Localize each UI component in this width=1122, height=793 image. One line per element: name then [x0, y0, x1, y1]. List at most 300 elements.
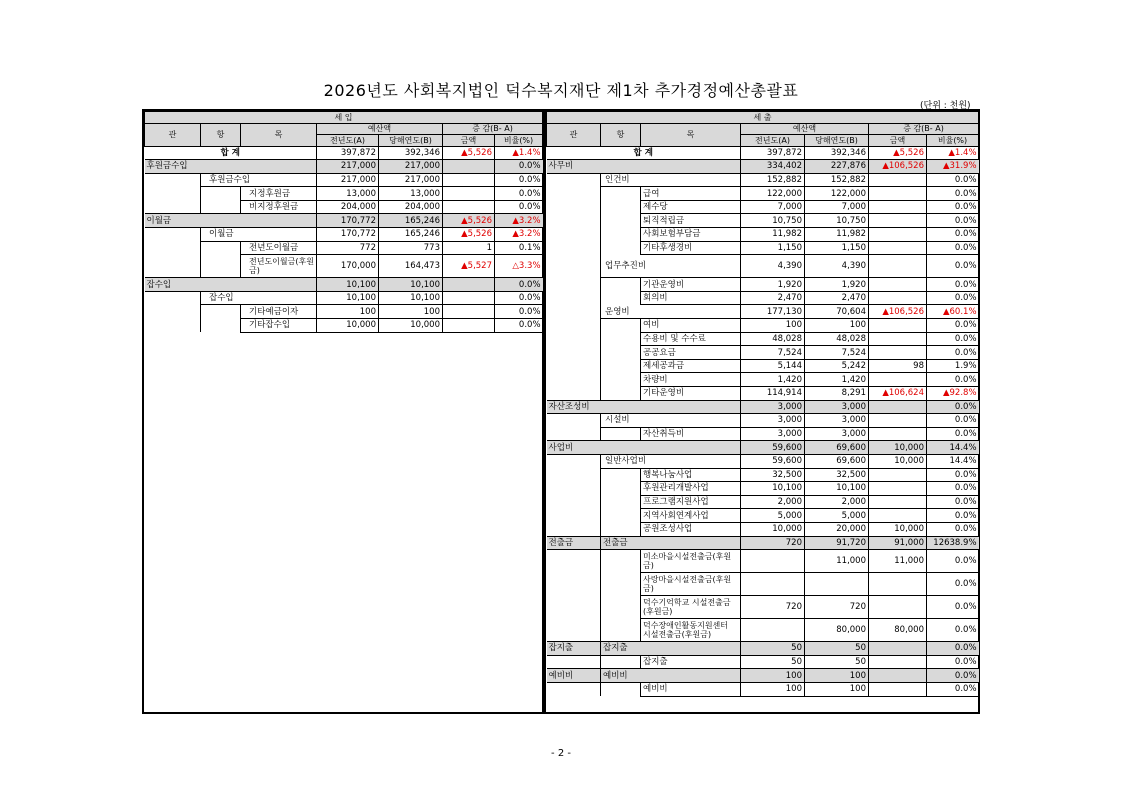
table-row — [547, 482, 979, 496]
mok-label: 기관운영비 — [641, 278, 741, 292]
indent-cell — [601, 373, 641, 387]
mok-label: 수용비 및 수수료 — [641, 332, 741, 346]
change-ratio: 0.0% — [927, 346, 979, 360]
mok-label: 급여 — [641, 187, 741, 201]
curr-value: 69,600 — [805, 441, 869, 455]
prev-value: 3,000 — [741, 414, 805, 428]
prev-value: 334,402 — [741, 160, 805, 174]
hang-label: 시설비 — [601, 414, 741, 428]
change-amount — [869, 346, 927, 360]
table-row — [145, 228, 543, 242]
prev-value: 10,100 — [317, 278, 379, 292]
table-row — [145, 255, 543, 278]
curr-value: 392,346 — [805, 146, 869, 160]
curr-value: 10,100 — [379, 291, 443, 305]
curr-value: 1,150 — [805, 241, 869, 255]
prev-value: 2,470 — [741, 291, 805, 305]
table-row — [547, 255, 979, 278]
indent-cell — [547, 319, 601, 333]
change-ratio: 0.0% — [927, 573, 979, 596]
change-amount: 91,000 — [869, 536, 927, 550]
mok-label: 제수당 — [641, 200, 741, 214]
curr-value: 50 — [805, 655, 869, 669]
table-row — [145, 305, 543, 319]
prev-value: 204,000 — [317, 200, 379, 214]
mok-label: 회의비 — [641, 291, 741, 305]
mok-label: 잡지출 — [641, 655, 741, 669]
mok-label: 공원조성사업 — [641, 522, 741, 536]
curr-value: 3,000 — [805, 427, 869, 441]
curr-value: 204,000 — [379, 200, 443, 214]
column-header-amount: 금액 — [869, 135, 927, 147]
hang-label: 운영비 — [601, 305, 741, 319]
column-header-curr: 당해연도(B) — [805, 135, 869, 147]
change-amount — [869, 482, 927, 496]
table-row — [547, 291, 979, 305]
curr-value: 392,346 — [379, 146, 443, 160]
change-amount — [869, 655, 927, 669]
indent-cell — [601, 682, 641, 696]
prev-value: 100 — [741, 669, 805, 683]
indent-cell — [601, 332, 641, 346]
change-ratio: 0.0% — [927, 228, 979, 242]
change-ratio: 0.0% — [927, 509, 979, 523]
change-ratio: 0.0% — [495, 305, 543, 319]
change-amount: 80,000 — [869, 619, 927, 642]
prev-value: 2,000 — [741, 495, 805, 509]
prev-value: 11,982 — [741, 228, 805, 242]
change-ratio: ▲1.4% — [927, 146, 979, 160]
table-row — [547, 682, 979, 696]
mok-label: 사랑마을시설전출금(후원금) — [641, 573, 741, 596]
table-row — [145, 200, 543, 214]
indent-cell — [547, 228, 601, 242]
hang-label: 잡지출 — [601, 642, 741, 656]
indent-cell — [145, 173, 201, 187]
column-header-mok: 목 — [241, 123, 317, 146]
prev-value: 4,390 — [741, 255, 805, 278]
indent-cell — [547, 359, 601, 373]
indent-cell — [601, 619, 641, 642]
prev-value: 50 — [741, 655, 805, 669]
mok-label: 기타운영비 — [641, 387, 741, 401]
gwan-label: 이월금 — [145, 214, 317, 228]
indent-cell — [547, 291, 601, 305]
change-amount: ▲106,526 — [869, 305, 927, 319]
change-ratio: 0.0% — [927, 200, 979, 214]
curr-value: 13,000 — [379, 187, 443, 201]
table-row — [145, 187, 543, 201]
curr-value: 8,291 — [805, 387, 869, 401]
section-header: 세 입 — [145, 112, 543, 124]
mok-label: 프로그램지원사업 — [641, 495, 741, 509]
gwan-label: 잡수입 — [145, 278, 317, 292]
mok-label: 덕수장애인활동지원센터 시설전출금(후원금) — [641, 619, 741, 642]
table-row — [145, 173, 543, 187]
change-ratio: 0.0% — [927, 255, 979, 278]
table-row — [547, 373, 979, 387]
curr-value: 11,000 — [805, 550, 869, 573]
curr-value: 5,242 — [805, 359, 869, 373]
indent-cell — [601, 200, 641, 214]
prev-value: 170,000 — [317, 255, 379, 278]
change-amount: 1 — [443, 241, 495, 255]
indent-cell — [601, 655, 641, 669]
prev-value: 217,000 — [317, 160, 379, 174]
gwan-label: 전출금 — [547, 536, 601, 550]
change-amount: 98 — [869, 359, 927, 373]
change-amount — [869, 642, 927, 656]
indent-cell — [547, 214, 601, 228]
change-amount — [869, 414, 927, 428]
table-row — [547, 160, 979, 174]
mok-label: 전년도이월금 — [241, 241, 317, 255]
table-row — [547, 573, 979, 596]
prev-value: 59,600 — [741, 454, 805, 468]
change-amount — [869, 509, 927, 523]
curr-value: 5,000 — [805, 509, 869, 523]
change-amount — [443, 291, 495, 305]
right-budget-table — [546, 111, 979, 697]
change-amount — [869, 187, 927, 201]
change-ratio: 0.0% — [927, 278, 979, 292]
mok-label: 기타잡수입 — [241, 319, 317, 333]
prev-value: 3,000 — [741, 400, 805, 414]
change-ratio: 0.0% — [927, 482, 979, 496]
change-amount: ▲5,526 — [869, 146, 927, 160]
indent-cell — [547, 187, 601, 201]
prev-value: 720 — [741, 536, 805, 550]
change-ratio: ▲31.9% — [927, 160, 979, 174]
mok-label: 사회보험부담금 — [641, 228, 741, 242]
change-ratio: 0.0% — [927, 241, 979, 255]
curr-value: 20,000 — [805, 522, 869, 536]
indent-cell — [145, 200, 201, 214]
prev-value: 10,100 — [741, 482, 805, 496]
indent-cell — [145, 187, 201, 201]
curr-value: 10,100 — [805, 482, 869, 496]
indent-cell — [145, 241, 201, 255]
change-amount: ▲106,526 — [869, 160, 927, 174]
prev-value: 13,000 — [317, 187, 379, 201]
change-ratio: 0.0% — [495, 291, 543, 305]
prev-value: 122,000 — [741, 187, 805, 201]
hang-label: 전출금 — [601, 536, 741, 550]
change-ratio: ▲60.1% — [927, 305, 979, 319]
curr-value: 2,000 — [805, 495, 869, 509]
total-label: 합 계 — [145, 146, 317, 160]
change-ratio: 0.0% — [927, 373, 979, 387]
curr-value — [805, 573, 869, 596]
column-header-change: 증 감(B- A) — [443, 123, 543, 135]
prev-value: 59,600 — [741, 441, 805, 455]
change-amount — [443, 173, 495, 187]
indent-cell — [201, 241, 241, 255]
prev-value: 397,872 — [317, 146, 379, 160]
indent-cell — [145, 291, 201, 305]
indent-cell — [601, 319, 641, 333]
table-row — [547, 200, 979, 214]
change-ratio: ▲92.8% — [927, 387, 979, 401]
table-row — [145, 291, 543, 305]
change-amount — [443, 160, 495, 174]
indent-cell — [601, 482, 641, 496]
indent-cell — [601, 241, 641, 255]
curr-value: 217,000 — [379, 173, 443, 187]
table-row — [547, 241, 979, 255]
change-amount — [869, 319, 927, 333]
indent-cell — [201, 305, 241, 319]
prev-value: 772 — [317, 241, 379, 255]
indent-cell — [547, 278, 601, 292]
indent-cell — [601, 596, 641, 619]
column-header-prev: 전년도(A) — [317, 135, 379, 147]
table-row — [547, 414, 979, 428]
indent-cell — [547, 468, 601, 482]
hang-label: 후원금수입 — [201, 173, 317, 187]
prev-value: 170,772 — [317, 214, 379, 228]
prev-value: 48,028 — [741, 332, 805, 346]
change-amount — [869, 573, 927, 596]
mok-label: 덕수기억학교 시설전출금(후원금) — [641, 596, 741, 619]
change-ratio: 0.0% — [927, 173, 979, 187]
table-row — [547, 173, 979, 187]
indent-cell — [547, 596, 601, 619]
table-row — [547, 441, 979, 455]
indent-cell — [601, 187, 641, 201]
curr-value: 10,000 — [379, 319, 443, 333]
curr-value: 7,524 — [805, 346, 869, 360]
prev-value: 32,500 — [741, 468, 805, 482]
table-row — [145, 146, 543, 160]
change-amount — [869, 228, 927, 242]
indent-cell — [145, 255, 201, 278]
indent-cell — [547, 619, 601, 642]
change-ratio: 0.0% — [927, 468, 979, 482]
curr-value: 100 — [805, 319, 869, 333]
indent-cell — [601, 573, 641, 596]
prev-value: 50 — [741, 642, 805, 656]
curr-value: 80,000 — [805, 619, 869, 642]
indent-cell — [547, 682, 601, 696]
table-row — [547, 669, 979, 683]
prev-value: 7,524 — [741, 346, 805, 360]
indent-cell — [601, 468, 641, 482]
change-amount — [869, 255, 927, 278]
table-row — [547, 596, 979, 619]
mok-label: 예비비 — [641, 682, 741, 696]
curr-value: 1,920 — [805, 278, 869, 292]
prev-value: 100 — [741, 682, 805, 696]
table-row — [547, 346, 979, 360]
table-row — [547, 387, 979, 401]
document-title: 2026년도 사회복지법인 덕수복지재단 제1차 추가경정예산총괄표 — [323, 81, 799, 100]
column-header-curr: 당해연도(B) — [379, 135, 443, 147]
indent-cell — [547, 332, 601, 346]
change-ratio: 0.0% — [495, 200, 543, 214]
prev-value: 170,772 — [317, 228, 379, 242]
table-row — [145, 278, 543, 292]
change-amount — [443, 319, 495, 333]
curr-value: 227,876 — [805, 160, 869, 174]
column-header-budget: 예산액 — [317, 123, 443, 135]
change-ratio: 0.1% — [495, 241, 543, 255]
prev-value: 1,420 — [741, 373, 805, 387]
table-row — [145, 319, 543, 333]
table-row — [547, 305, 979, 319]
change-ratio: 0.0% — [927, 669, 979, 683]
change-amount: 10,000 — [869, 522, 927, 536]
change-amount: ▲5,526 — [443, 214, 495, 228]
change-ratio: ▲3.2% — [495, 228, 543, 242]
change-ratio: 0.0% — [927, 319, 979, 333]
mok-label: 전년도이월금(후원금) — [241, 255, 317, 278]
change-amount: ▲5,526 — [443, 228, 495, 242]
prev-value — [741, 573, 805, 596]
change-amount: 10,000 — [869, 454, 927, 468]
change-amount — [869, 669, 927, 683]
indent-cell — [547, 414, 601, 428]
change-amount — [443, 305, 495, 319]
change-amount: ▲5,526 — [443, 146, 495, 160]
change-ratio: 14.4% — [927, 441, 979, 455]
expenditure-table — [544, 109, 980, 714]
change-amount — [443, 187, 495, 201]
table-row — [547, 278, 979, 292]
indent-cell — [547, 255, 601, 278]
mok-label: 비지정후원금 — [241, 200, 317, 214]
mok-label: 공공요금 — [641, 346, 741, 360]
change-amount — [869, 278, 927, 292]
table-row — [547, 332, 979, 346]
indent-cell — [601, 495, 641, 509]
mok-label: 행복나눔사업 — [641, 468, 741, 482]
indent-cell — [547, 305, 601, 319]
change-ratio: 0.0% — [927, 332, 979, 346]
prev-value: 10,100 — [317, 291, 379, 305]
prev-value: 10,750 — [741, 214, 805, 228]
prev-value: 114,914 — [741, 387, 805, 401]
indent-cell — [547, 573, 601, 596]
indent-cell — [601, 291, 641, 305]
hang-label: 예비비 — [601, 669, 741, 683]
indent-cell — [547, 200, 601, 214]
curr-value: 165,246 — [379, 214, 443, 228]
table-row — [547, 655, 979, 669]
mok-label: 후원관리개발사업 — [641, 482, 741, 496]
column-header-hang: 항 — [601, 123, 641, 146]
column-header-mok: 목 — [641, 123, 741, 146]
hang-label: 잡수입 — [201, 291, 317, 305]
table-row — [547, 536, 979, 550]
curr-value: 164,473 — [379, 255, 443, 278]
curr-value: 100 — [805, 669, 869, 683]
change-ratio: ▲1.4% — [495, 146, 543, 160]
column-header-budget: 예산액 — [741, 123, 869, 135]
curr-value: 70,604 — [805, 305, 869, 319]
table-row — [547, 619, 979, 642]
prev-value — [741, 550, 805, 573]
curr-value: 1,420 — [805, 373, 869, 387]
change-amount — [869, 596, 927, 619]
change-amount — [869, 214, 927, 228]
indent-cell — [547, 427, 601, 441]
change-amount: 10,000 — [869, 441, 927, 455]
prev-value: 100 — [317, 305, 379, 319]
curr-value: 10,750 — [805, 214, 869, 228]
change-ratio: 0.0% — [927, 619, 979, 642]
indent-cell — [547, 509, 601, 523]
indent-cell — [601, 359, 641, 373]
mok-label: 자산취득비 — [641, 427, 741, 441]
hang-label: 인건비 — [601, 173, 741, 187]
prev-value: 397,872 — [741, 146, 805, 160]
unit-label: (단위 : 천원) — [920, 101, 971, 111]
column-header-amount: 금액 — [443, 135, 495, 147]
change-amount — [869, 495, 927, 509]
table-row — [547, 427, 979, 441]
prev-value: 1,150 — [741, 241, 805, 255]
table-row — [547, 228, 979, 242]
indent-cell — [601, 278, 641, 292]
column-header-gwan: 관 — [145, 123, 201, 146]
indent-cell — [547, 241, 601, 255]
change-ratio: 0.0% — [927, 642, 979, 656]
total-label: 합 계 — [547, 146, 741, 160]
column-header-gwan: 관 — [547, 123, 601, 146]
gwan-label: 자산조성비 — [547, 400, 741, 414]
indent-cell — [145, 228, 201, 242]
column-header-hang: 항 — [201, 123, 241, 146]
table-row — [547, 550, 979, 573]
indent-cell — [145, 319, 201, 333]
prev-value: 1,920 — [741, 278, 805, 292]
curr-value: 32,500 — [805, 468, 869, 482]
indent-cell — [547, 173, 601, 187]
curr-value: 48,028 — [805, 332, 869, 346]
change-amount: ▲5,527 — [443, 255, 495, 278]
change-amount — [869, 200, 927, 214]
prev-value — [741, 619, 805, 642]
change-amount — [869, 291, 927, 305]
change-ratio: △3.3% — [495, 255, 543, 278]
change-ratio: 0.0% — [927, 522, 979, 536]
change-amount — [869, 427, 927, 441]
curr-value: 720 — [805, 596, 869, 619]
change-ratio: 0.0% — [927, 214, 979, 228]
indent-cell — [547, 495, 601, 509]
column-header-prev: 전년도(A) — [741, 135, 805, 147]
indent-cell — [547, 387, 601, 401]
curr-value: 3,000 — [805, 400, 869, 414]
prev-value: 100 — [741, 319, 805, 333]
indent-cell — [547, 655, 601, 669]
left-budget-table — [144, 111, 543, 333]
curr-value: 3,000 — [805, 414, 869, 428]
change-amount — [869, 682, 927, 696]
revenue-table — [142, 109, 544, 714]
table-row — [547, 359, 979, 373]
change-ratio: 0.0% — [927, 291, 979, 305]
change-amount — [869, 400, 927, 414]
change-ratio: ▲3.2% — [495, 214, 543, 228]
table-row — [547, 509, 979, 523]
gwan-label: 예비비 — [547, 669, 601, 683]
curr-value: 11,982 — [805, 228, 869, 242]
indent-cell — [601, 522, 641, 536]
indent-cell — [547, 346, 601, 360]
curr-value: 10,100 — [379, 278, 443, 292]
